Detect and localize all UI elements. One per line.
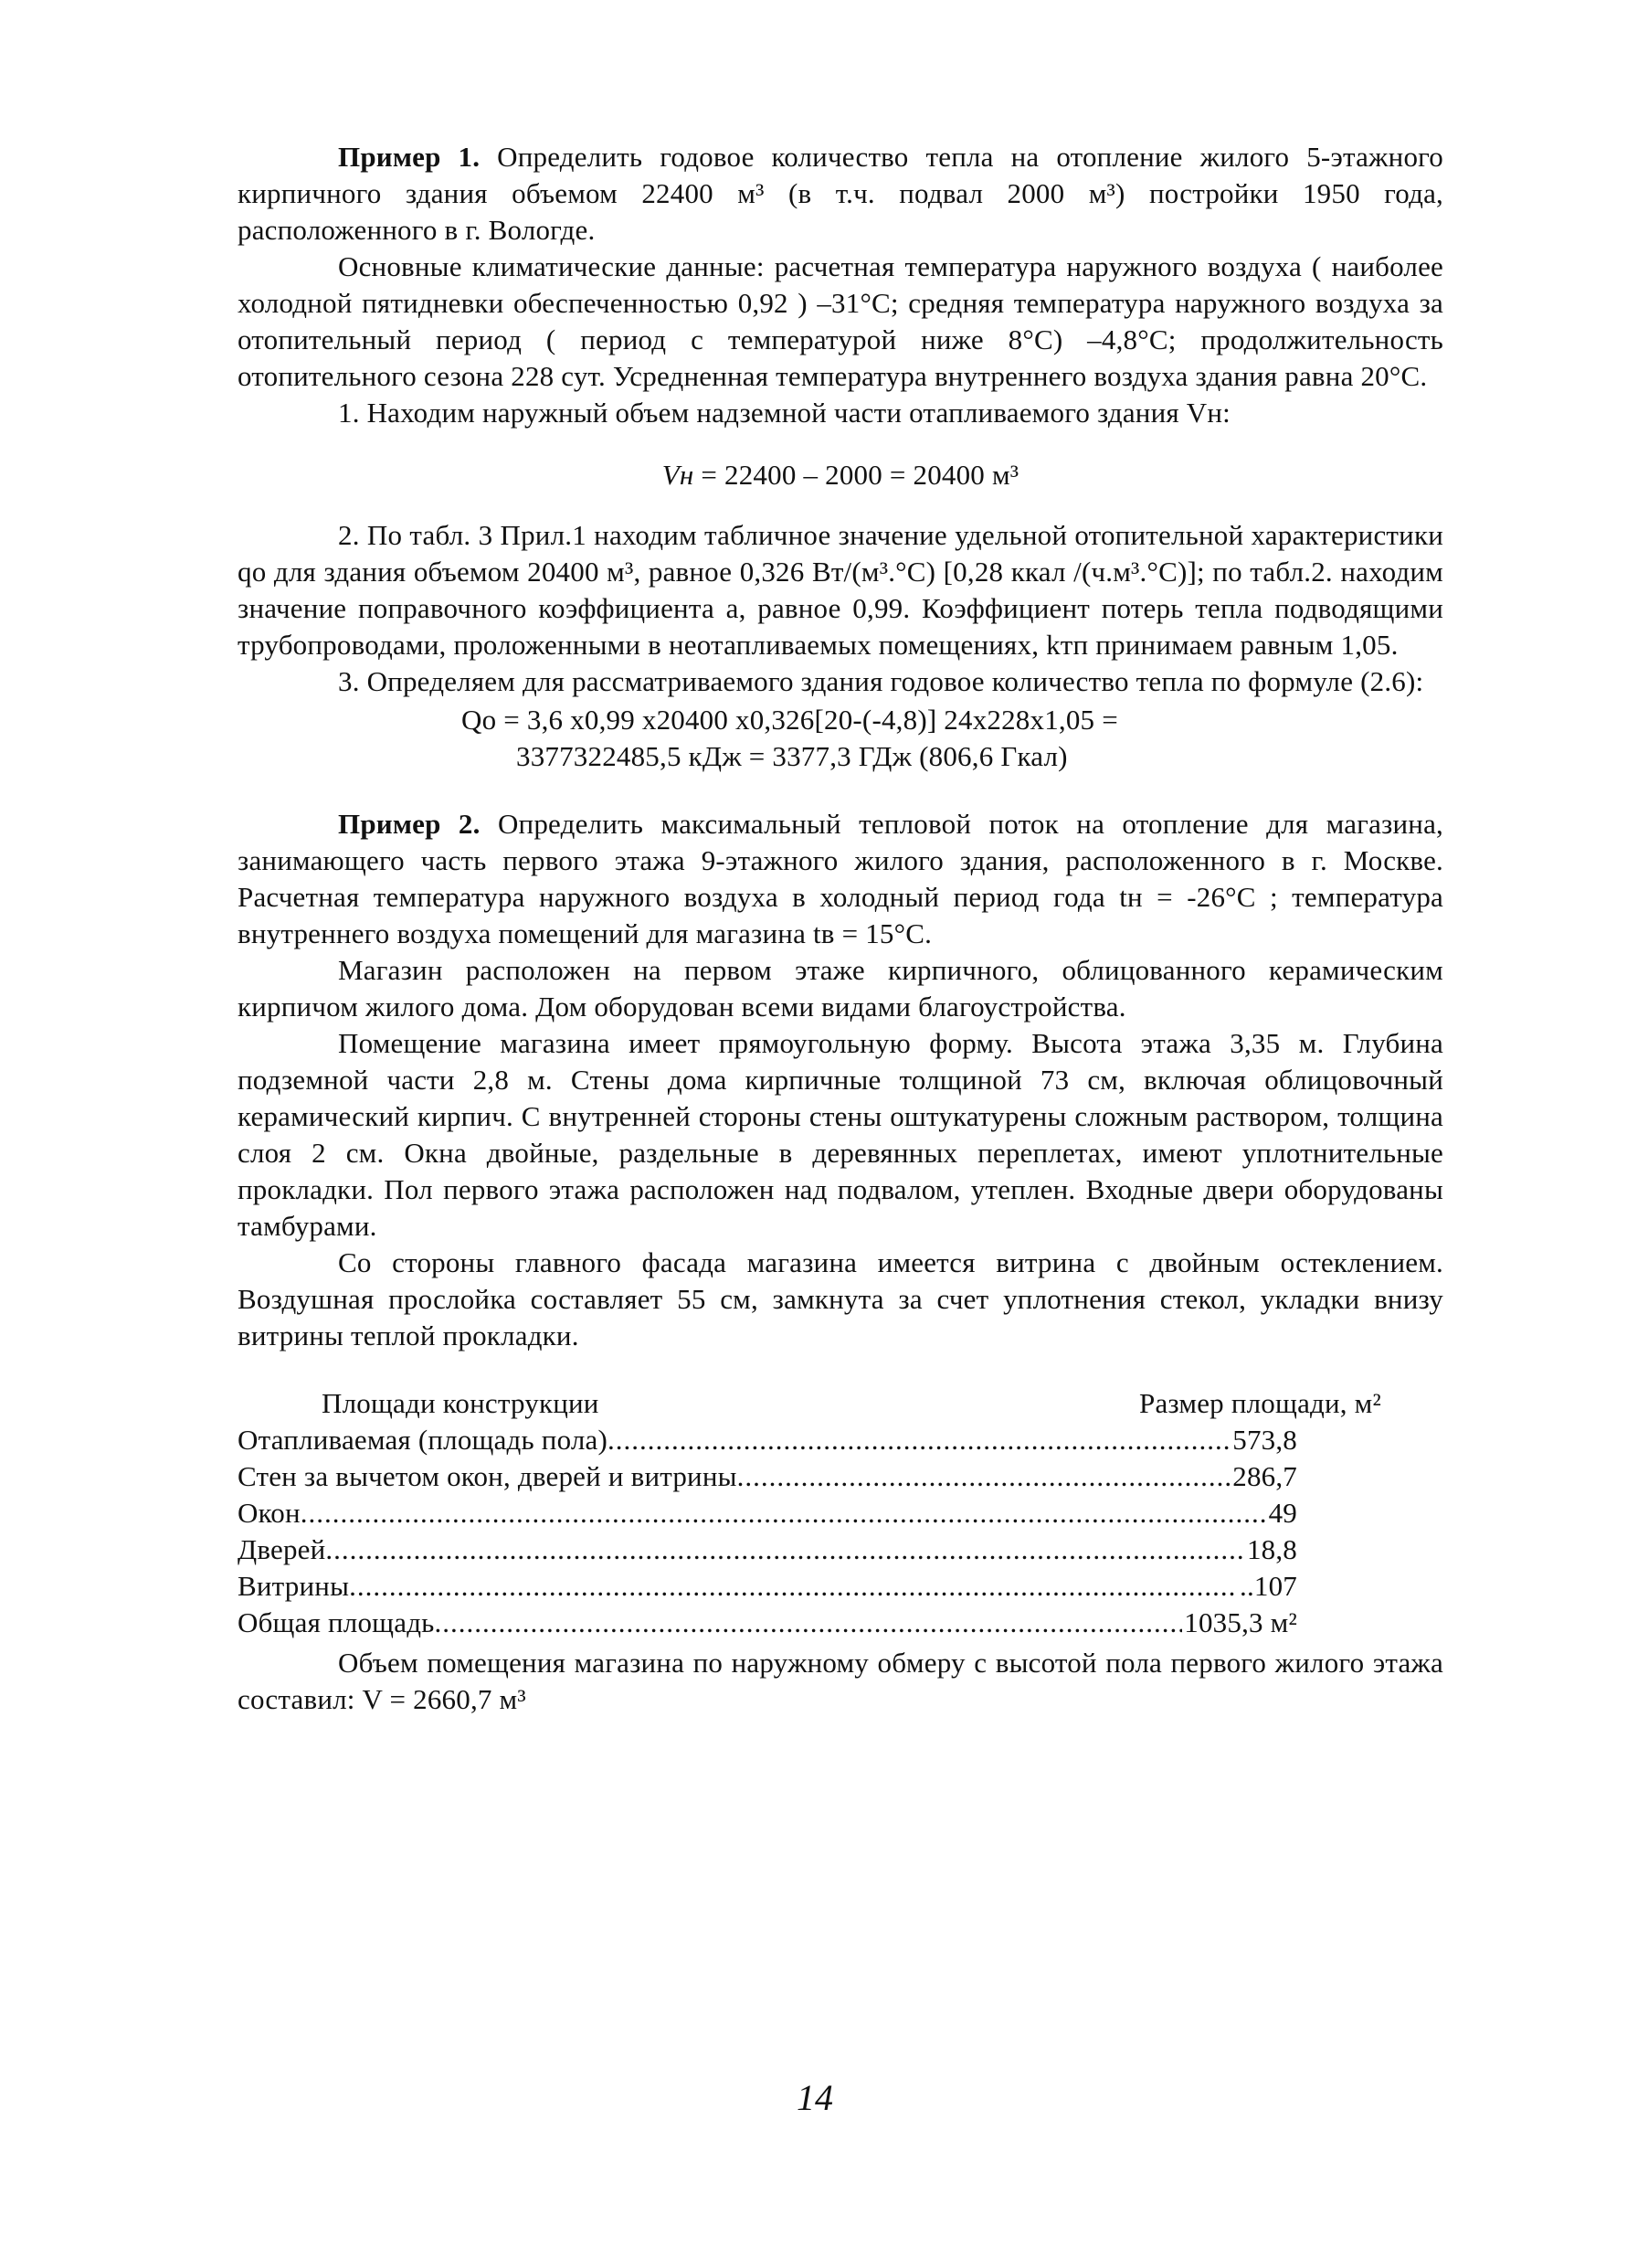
example2-intro: Пример 2. Определить максимальный тепловой поток на отопление для магазина, занимающего часть первого этажа 9-этажного жилого здания, расположенного в г. Москве. Расчетная температура наружного воздуха в холодный период года tн = -26°С ; температура внутреннего воздуха помещений для магазина tв = 15°С. bbox=[238, 808, 1443, 949]
volume-statement: Объем помещения магазина по наружному обмеру с высотой пола первого жилого этажа составил: V = 2660,7 м³ bbox=[238, 1647, 1443, 1715]
example2-paragraph-4: Со стороны главного фасада магазина имеется витрина с двойным остеклением. Воздушная прослойка составляет 55 см, замкнута за счет уплотнения стекол, укладки внизу витрины теплой прокладки. bbox=[238, 1246, 1443, 1351]
table-row bbox=[238, 1458, 1297, 1495]
area-value: 573,8 bbox=[1232, 1424, 1297, 1456]
leader-dots bbox=[607, 1422, 1231, 1458]
areas-table bbox=[238, 1422, 1443, 1641]
example1-step1: 1. Находим наружный объем надземной части отапливаемого здания Vн: bbox=[338, 397, 1231, 429]
table-row bbox=[238, 1531, 1297, 1568]
example2-heading: Пример 2. bbox=[338, 808, 481, 840]
leader-dots bbox=[737, 1458, 1231, 1495]
areas-col-construction: Площади конструкции bbox=[322, 1387, 599, 1419]
example1-step2: 2. По табл. 3 Прил.1 находим табличное значение удельной отопительной характеристики qo для здания объемом 20400 м³, равное 0,326 Вт/(м³.°С) [0,28 ккал /(ч.м³.°С)]; по табл.2. находим значение поправочного коэффициента a, равное 0,99. Коэффициент потерь тепла подводящими трубопроводами, проложенными в неотапливаемых помещениях, kтп принимаем равным 1,05. bbox=[238, 519, 1443, 661]
area-label: Дверей bbox=[238, 1533, 326, 1565]
leader-dots bbox=[435, 1605, 1183, 1641]
area-label: Витрины bbox=[238, 1570, 350, 1602]
example2-paragraph-3: Помещение магазина имеет прямоугольную форму. Высота этажа 3,35 м. Глубина подземной части 2,8 м. Стены дома кирпичные толщиной 73 см, включая облицовочный керамический кирпич. С внутренней стороны стены оштукатурены сложным раствором, толщина слоя 2 см. Окна двойные, раздельные в деревянных переплетах, имеют уплотнительные прокладки. Пол первого этажа расположен над подвалом, утеплен. Входные двери оборудованы тамбурами. bbox=[238, 1027, 1443, 1242]
example2-paragraph-2: Магазин расположен на первом этаже кирпичного, облицованного керамическим кирпичом жилого дома. Дом оборудован всеми видами благоустройства. bbox=[238, 954, 1443, 1023]
example1-heading: Пример 1. bbox=[338, 141, 481, 173]
page-number: 14 bbox=[797, 2077, 833, 2118]
leader-dots bbox=[301, 1495, 1267, 1531]
areas-col-size: Размер площади, м² bbox=[1139, 1387, 1381, 1419]
formula-volume: Vн = 22400 – 2000 = 20400 м³ bbox=[661, 459, 1019, 491]
table-row bbox=[238, 1495, 1297, 1531]
example1-climate: Основные климатические данные: расчетная температура наружного воздуха ( наиболее холодной пятидневки обеспеченностью 0,92 ) –31°С; средняя температура наружного воздуха за отопительный период ( период с температурой ниже 8°С) –4,8°С; продолжительность отопительного сезона 228 сут. Усредненная температура внутреннего воздуха здания равна 20°С. bbox=[238, 250, 1443, 392]
table-row bbox=[238, 1422, 1297, 1458]
page-content bbox=[238, 139, 1443, 1718]
area-label: Окон bbox=[238, 1497, 301, 1529]
example1-intro: Пример 1. Определить годовое количество тепла на отопление жилого 5-этажного кирпичного здания объемом 22400 м³ (в т.ч. подвал 2000 м³) постройки 1950 года, расположенного в г. Вологде. bbox=[238, 141, 1443, 246]
leader-dots bbox=[349, 1568, 1238, 1605]
formula-heat bbox=[461, 702, 1443, 775]
area-value: 49 bbox=[1268, 1497, 1297, 1529]
area-value: 286,7 bbox=[1232, 1460, 1297, 1492]
area-value: 18,8 bbox=[1246, 1533, 1297, 1565]
leader-dots bbox=[325, 1531, 1245, 1568]
formula-heat-line2: 3377322485,5 кДж = 3377,3 ГДж (806,6 Гкал) bbox=[516, 740, 1068, 772]
example1-step3: 3. Определяем для рассматриваемого здания годовое количество тепла по формуле (2.6): bbox=[338, 665, 1424, 697]
formula-heat-line1: Qo = 3,6 x0,99 x20400 x0,326[20-(-4,8)] 24x228x1,05 = bbox=[461, 704, 1118, 736]
area-label: Стен за вычетом окон, дверей и витрины bbox=[238, 1460, 737, 1492]
table-row bbox=[238, 1605, 1297, 1641]
area-value: 1035,3 м² bbox=[1184, 1606, 1297, 1638]
area-label: Общая площадь bbox=[238, 1606, 435, 1638]
areas-table-header bbox=[238, 1385, 1381, 1422]
table-row bbox=[238, 1568, 1297, 1605]
area-value: ..107 bbox=[1240, 1570, 1297, 1602]
area-label: Отапливаемая (площадь пола) bbox=[238, 1424, 608, 1456]
